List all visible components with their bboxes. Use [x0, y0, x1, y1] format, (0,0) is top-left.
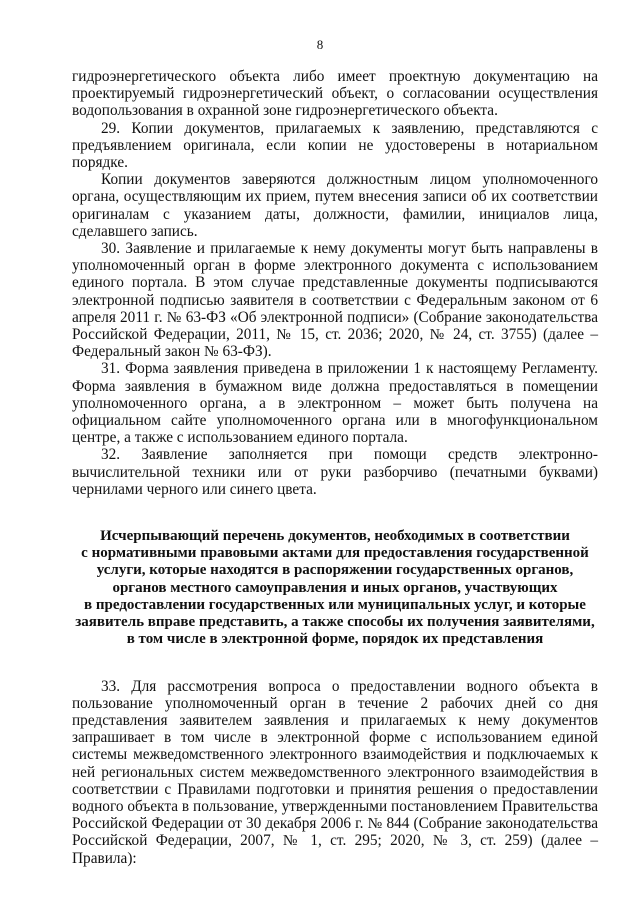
paragraph-29-copies-certification: Копии документов заверяются должностным лицом уполномоченного органа, осуществляющим их прием, путем внесения записи об их соответствии оригиналам с указанием даты, должности, фамилии, инициалов лица, сделавшего запись.	[72, 171, 598, 240]
paragraph-31: 31. Форма заявления приведена в приложении 1 к настоящему Регламенту. Форма заявления в бумажном виде должна предоставляться в помещении уполномоченного органа, а в электронном – может быть получена на официальном сайте уполномоченного органа или в многофункциональном центре, а также с использованием единого портала.	[72, 360, 598, 447]
page-number: 8	[316, 37, 324, 52]
document-body	[72, 68, 598, 867]
paragraph-33: 33. Для рассмотрения вопроса о предоставлении водного объекта в пользование уполномоченный орган в течение 2 рабочих дней со дня представления заявителем заявления и прилагаемых к нему документов запрашивает в том числе в электронной форме с использованием единой системы межведомственного электронного взаимодействия и подключаемых к ней региональных систем межведомственного электронного взаимодействия в соответствии с Правилами подготовки и принятия решения о предоставлении водного объекта в пользование, утвержденными постановлением Правительства Российской Федерации от 30 декабря 2006 г. № 844 (Собрание законодательства Российской Федерации, 2007, № 1, ст. 295; 2020, № 3, ст. 259) (далее – Правила):	[72, 677, 598, 867]
paragraph-32: 32. Заявление заполняется при помощи средств электронно-вычислительной техники или от руки разборчиво (печатными буквами) чернилами черного или синего цвета.	[72, 446, 598, 498]
paragraph-29: 29. Копии документов, прилагаемых к заявлению, представляются с предъявлением оригинала, если копии не удостоверены в нотариальном порядке.	[72, 119, 598, 172]
paragraph-30: 30. Заявление и прилагаемые к нему документы могут быть направлены в уполномоченный орган в форме электронного документа с использованием единого портала. В этом случае представленные документы подписываются электронной подписью заявителя в соответствии с Федеральным законом от 6 апреля 2011 г. № 63-ФЗ «Об электронной подписи» (Собрание законодательства Российской Федерации, 2011, № 15, ст. 2036; 2020, № 24, ст. 3755) (далее – Федеральный закон № 63-ФЗ).	[72, 240, 598, 361]
section-heading: Исчерпывающий перечень документов, необходимых в соответствии с нормативными правовыми актами для предоставления государственной услуги, которые находятся в распоряжении государственных органов, органов местного самоуправления и иных органов, участвующих в предоставлении государственных или муниципальных услуг, и которые заявитель вправе представить, а также способы их получения заявителями, в том числе в электронной форме, порядок их представления	[75, 528, 595, 648]
paragraph-continuation: гидроэнергетического объекта либо имеет проектную документацию на проектируемый гидроэнергетический объект, о согласовании осуществления водопользования в охранной зоне гидроэнергетического объекта.	[72, 68, 598, 120]
